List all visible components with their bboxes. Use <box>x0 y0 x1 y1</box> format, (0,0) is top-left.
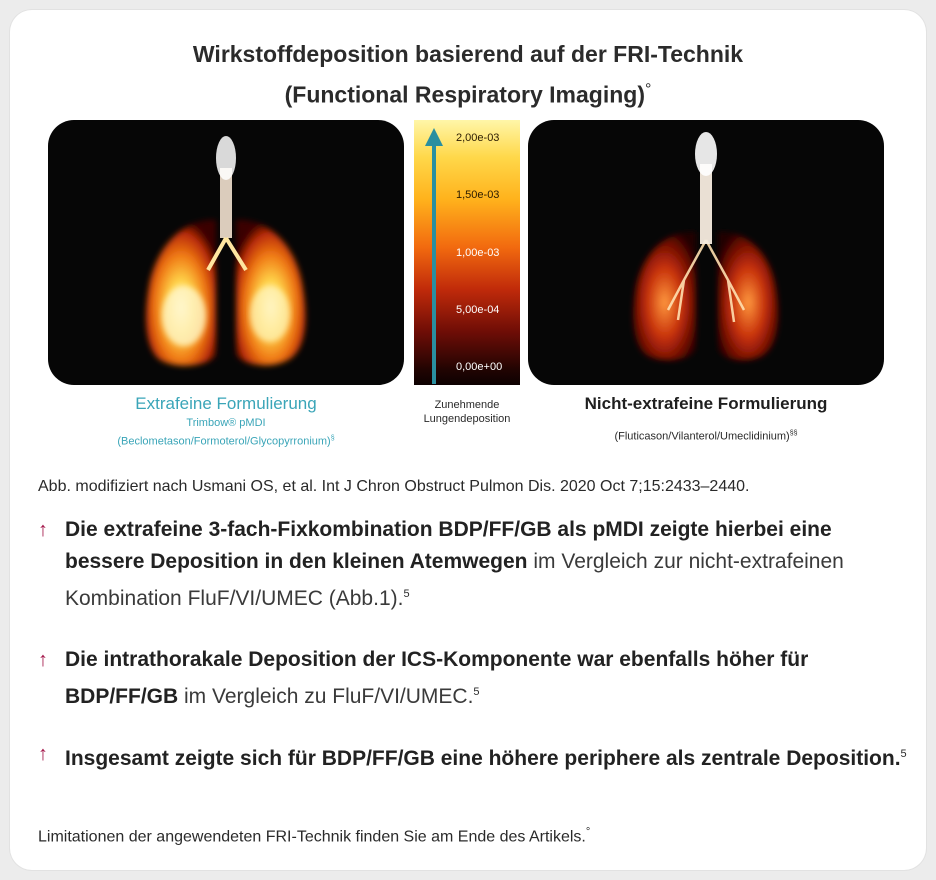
caption-extrafine-title: Extrafeine Formulierung <box>135 394 317 413</box>
scale-label-line-2: Lungendeposition <box>423 413 511 425</box>
caption-extrafine-substances: (Beclometason/Formoterol/Glycopyrronium)§ <box>117 435 335 448</box>
arrow-up-icon: ↑ <box>38 743 48 765</box>
title-line-1: Wirkstoffdeposition basierend auf der FRI-Technik <box>192 41 744 67</box>
caption-extrafine <box>48 392 404 450</box>
arrow-up-icon: ↑ <box>38 519 48 541</box>
finding-bullet: ↑ Die intrathorakale Deposition der ICS-Komponente war ebenfalls höher für BDP/FF/GB im Vergleich zu FluF/VI/UMEC.$^5$ <box>38 644 908 713</box>
footnote: Limitationen der angewendeten FRI-Technik finden Sie am Ende des Artikels.° <box>38 826 591 846</box>
arrow-up-icon <box>422 126 446 384</box>
scale-label <box>406 398 528 426</box>
caption-non-extrafine-substances: (Fluticason/Vilanterol/Umeclidinium)§§ <box>614 430 798 443</box>
finding-bullet: ↑ Die extrafeine 3-fach-Fixkombination BDP/FF/GB als pMDI zeigte hierbei eine bessere Deposition in den kleinen Atemwegen im Vergleich zur nicht-extrafeinen Kombination FluF/VI/UMEC (Abb.1).$^5$ <box>38 514 908 615</box>
caption-non-extrafine-title: Nicht-extrafeine Formulierung <box>584 394 828 413</box>
title-line-2: (Functional Respiratory Imaging)° <box>284 81 652 108</box>
scale-label-line-1: Zunehmende <box>434 399 500 411</box>
lung-scan-non-extrafine <box>528 120 884 385</box>
lung-scan-extrafine <box>48 120 404 385</box>
page-title <box>10 36 926 113</box>
scale-tick: 1,00e-03 <box>456 247 500 259</box>
lung-image-extrafine <box>48 120 404 385</box>
figure-reference: Abb. modifiziert nach Usmani OS, et al. Int J Chron Obstruct Pulmon Dis. 2020 Oct 7;15:2433–2440. <box>38 478 750 495</box>
scale-tick: 1,50e-03 <box>456 189 500 201</box>
deposition-color-scale <box>414 120 520 385</box>
lung-image-non-extrafine <box>528 120 884 385</box>
caption-extrafine-product: Trimbow® pMDI <box>186 417 266 429</box>
content-card <box>10 10 926 870</box>
scale-tick: 0,00e+00 <box>456 361 503 373</box>
caption-non-extrafine <box>528 392 884 445</box>
scale-tick: 5,00e-04 <box>456 304 500 316</box>
arrow-up-icon: ↑ <box>38 649 48 671</box>
finding-bullet: ↑ Insgesamt zeigte sich für BDP/FF/GB eine höhere periphere als zentrale Deposition.$^5$ <box>38 738 908 775</box>
scale-tick: 2,00e-03 <box>456 132 500 144</box>
